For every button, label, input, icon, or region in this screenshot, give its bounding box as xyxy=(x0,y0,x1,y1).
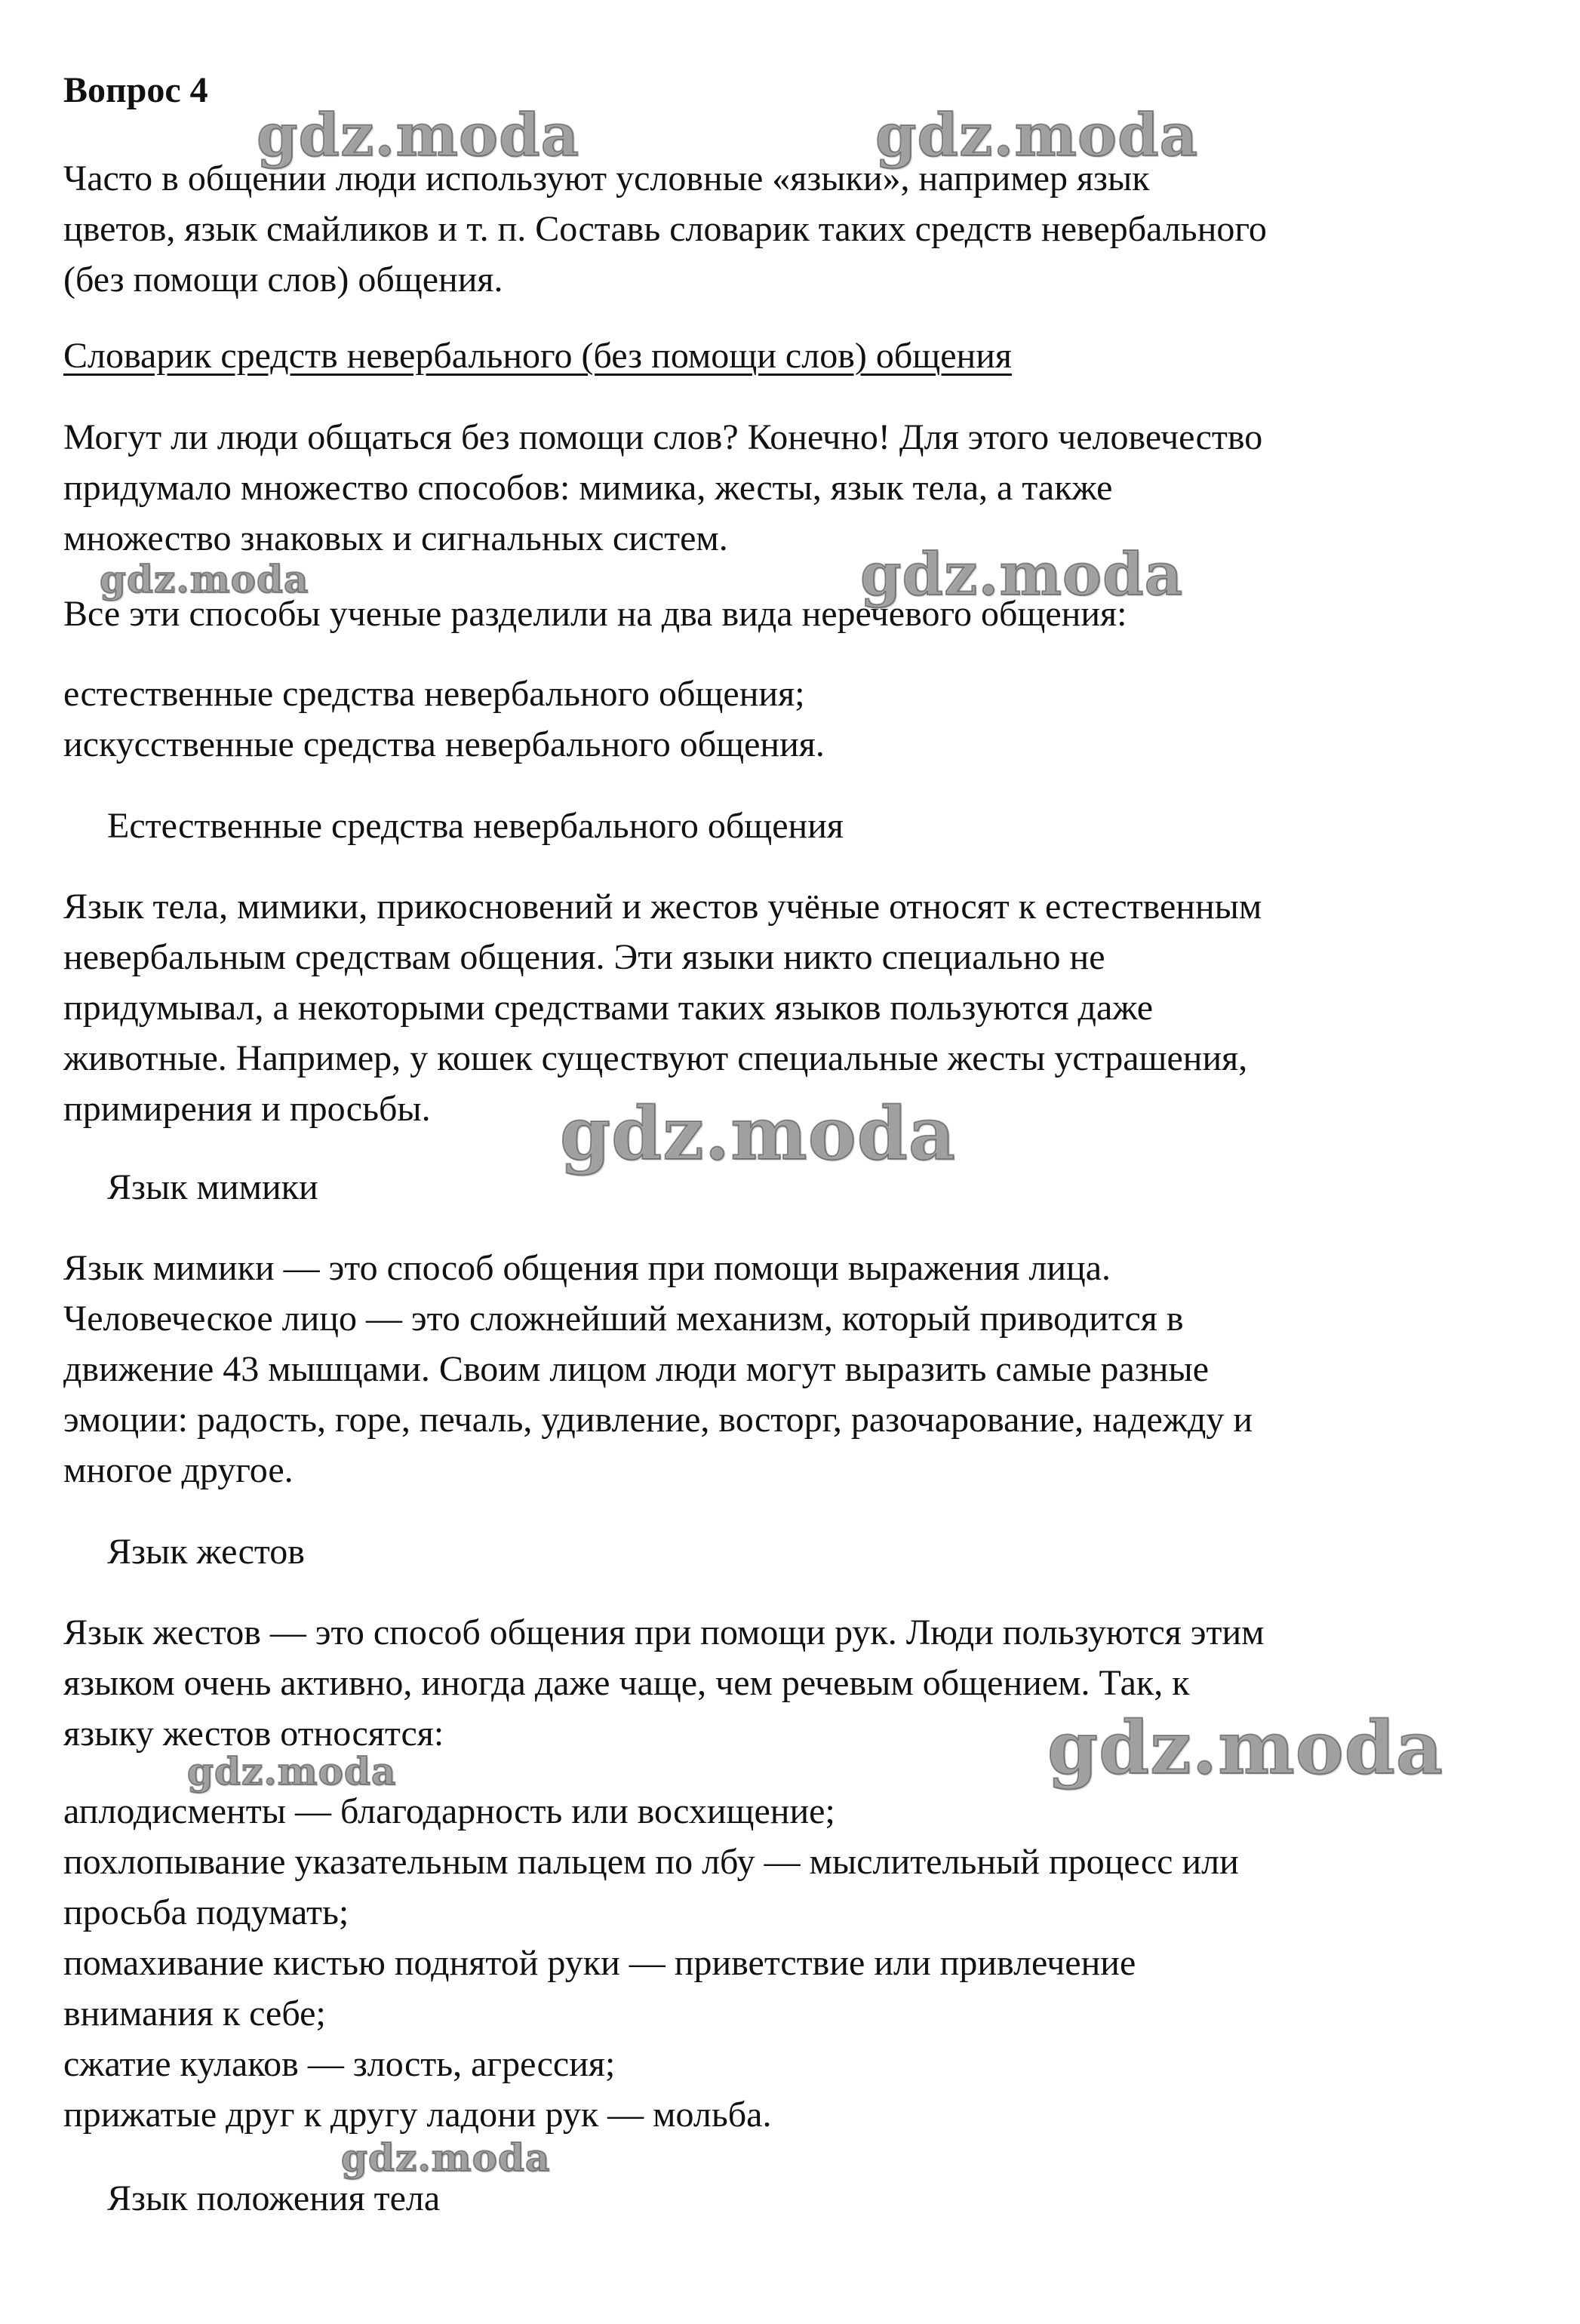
intro-line: (без помощи слов) общения. xyxy=(63,260,503,300)
section-heading: Язык мимики xyxy=(107,1167,318,1207)
dictionary-heading: Словарик средств невербального (без помощи слов) общения xyxy=(63,336,1012,376)
watermark-logo: gdz.moda xyxy=(341,2135,551,2180)
watermark-logo: gdz.moda xyxy=(257,101,580,170)
paragraph-line: многое другое. xyxy=(63,1450,294,1490)
watermark-logo: gdz.moda xyxy=(560,1091,957,1176)
paragraph-line: Человеческое лицо — это сложнейший механизм, который приводится в xyxy=(63,1299,1184,1339)
list-item: внимания к себе; xyxy=(63,1994,326,2034)
paragraph-line: придумывал, а некоторыми средствами таких языков пользуются даже xyxy=(63,988,1154,1028)
intro-line: Часто в общении люди используют условные «языки», например язык xyxy=(63,158,1150,198)
paragraph-line: эмоции: радость, горе, печаль, удивление, восторг, разочарование, надежду и xyxy=(63,1400,1253,1440)
section-heading: Язык положения тела xyxy=(107,2178,441,2218)
section-heading: Язык жестов xyxy=(107,1532,305,1572)
section-heading: Естественные средства невербального общения xyxy=(107,806,844,846)
paragraph-line: животные. Например, у кошек существуют специальные жесты устрашения, xyxy=(63,1038,1248,1078)
paragraph-line: языком очень активно, иногда даже чаще, чем речевым общением. Так, к xyxy=(63,1663,1190,1703)
question-title: Вопрос 4 xyxy=(63,70,208,110)
list-item: просьба подумать; xyxy=(63,1892,349,1932)
paragraph-line: множество знаковых и сигнальных систем. xyxy=(63,518,728,558)
paragraph-line: Язык тела, мимики, прикосновений и жестов учёные относят к естественным xyxy=(63,887,1262,927)
list-item: помахивание кистью поднятой руки — приветствие или привлечение xyxy=(63,1943,1136,1983)
watermark-logo: gdz.moda xyxy=(875,101,1199,170)
list-item: естественные средства невербального общения; xyxy=(63,674,805,714)
watermark-logo: gdz.moda xyxy=(187,1749,397,1794)
paragraph-line: придумало множество способов: мимика, жесты, язык тела, а также xyxy=(63,468,1113,508)
watermark-logo: gdz.moda xyxy=(860,540,1184,609)
paragraph-line: Язык жестов — это способ общения при помощи рук. Люди пользуются этим xyxy=(63,1612,1265,1652)
watermark-logo: gdz.moda xyxy=(1047,1705,1444,1791)
paragraph-line: Могут ли люди общаться без помощи слов? Конечно! Для этого человечество xyxy=(63,417,1263,457)
paragraph-line: Все эти способы ученые разделили на два вида неречевого общения: xyxy=(63,594,1127,634)
list-item: сжатие кулаков — злость, агрессия; xyxy=(63,2044,616,2084)
paragraph-line: языку жестов относятся: xyxy=(63,1714,444,1754)
paragraph-line: примирения и просьбы. xyxy=(63,1089,431,1129)
list-item: прижатые друг к другу ладони рук — мольба. xyxy=(63,2095,772,2135)
intro-line: цветов, язык смайликов и т. п. Составь словарик таких средств невербального xyxy=(63,209,1267,249)
list-item: искусственные средства невербального общения. xyxy=(63,724,825,764)
paragraph-line: движение 43 мышцами. Своим лицом люди могут выразить самые разные xyxy=(63,1349,1210,1389)
watermark-logo: gdz.moda xyxy=(100,557,309,601)
list-item: похлопывание указательным пальцем по лбу — мыслительный процесс или xyxy=(63,1842,1239,1882)
paragraph-line: Язык мимики — это способ общения при помощи выражения лица. xyxy=(63,1248,1111,1288)
paragraph-line: невербальным средствам общения. Эти языки никто специально не xyxy=(63,937,1105,977)
list-item: аплодисменты — благодарность или восхищение; xyxy=(63,1791,835,1831)
